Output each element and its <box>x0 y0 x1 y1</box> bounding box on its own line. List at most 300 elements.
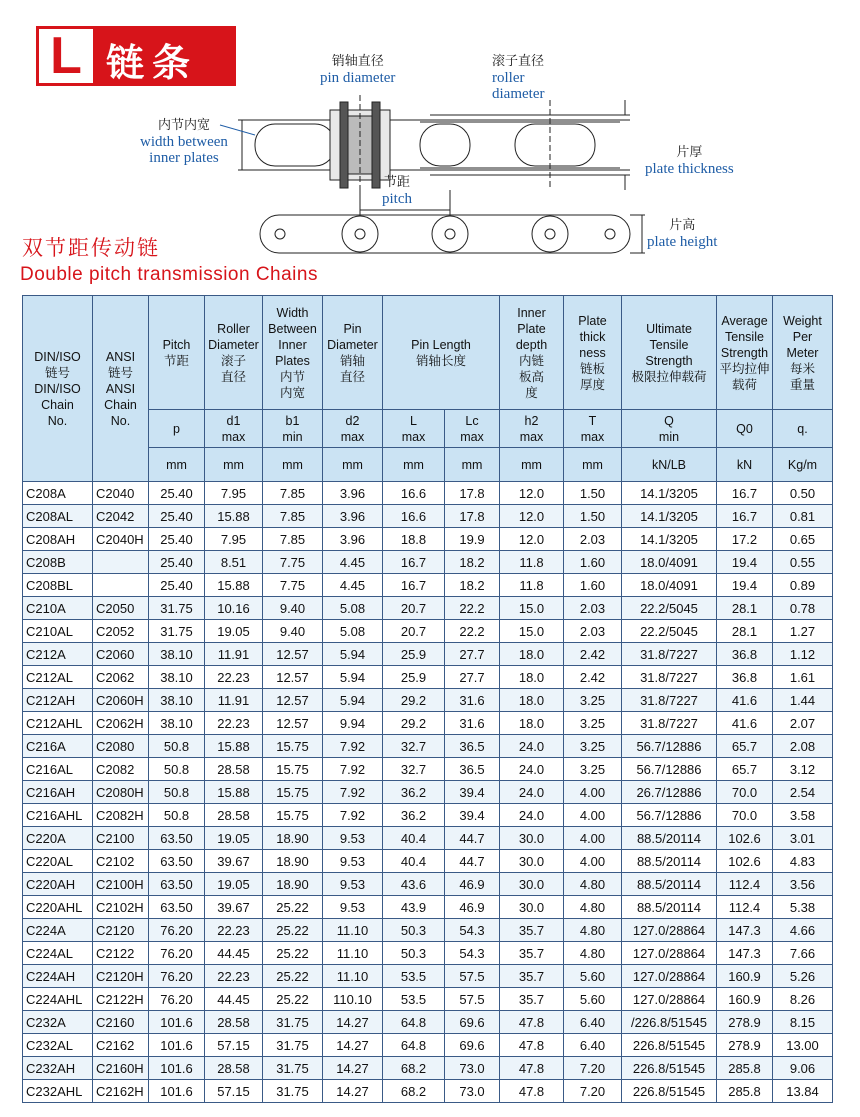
table-cell: 25.40 <box>149 482 205 505</box>
table-cell: 43.9 <box>383 896 445 919</box>
table-cell: 17.8 <box>445 482 500 505</box>
table-cell: 7.85 <box>263 505 323 528</box>
table-cell: 17.2 <box>717 528 773 551</box>
header-symbol: L max <box>383 410 445 448</box>
width-between-label: 内节内宽 width between inner plates <box>140 118 228 166</box>
table-cell: 44.45 <box>205 988 263 1011</box>
table-cell: 24.0 <box>500 735 564 758</box>
table-cell: 40.4 <box>383 850 445 873</box>
header-pin-length: Pin Length 销轴长度 <box>383 296 500 410</box>
table-cell: 38.10 <box>149 643 205 666</box>
table-cell: 20.7 <box>383 597 445 620</box>
table-cell: C216AH <box>23 781 93 804</box>
table-cell: 0.50 <box>773 482 833 505</box>
table-cell: 25.22 <box>263 919 323 942</box>
table-cell: 22.23 <box>205 965 263 988</box>
chain-diagram <box>130 40 770 270</box>
table-cell: 18.90 <box>263 850 323 873</box>
header-ansi: ANSI 链号 ANSI Chain No. <box>93 296 149 482</box>
table-cell: 102.6 <box>717 850 773 873</box>
table-cell: C2100H <box>93 873 149 896</box>
table-cell: 63.50 <box>149 873 205 896</box>
table-cell: 31.8/7227 <box>622 666 717 689</box>
table-cell: 38.10 <box>149 666 205 689</box>
table-cell: 22.23 <box>205 919 263 942</box>
table-cell: 11.91 <box>205 643 263 666</box>
table-cell: 11.8 <box>500 574 564 597</box>
table-cell: 18.90 <box>263 873 323 896</box>
table-row <box>23 1034 833 1057</box>
header-unit: mm <box>205 448 263 482</box>
table-cell: C224AL <box>23 942 93 965</box>
table-cell: 17.8 <box>445 505 500 528</box>
table-cell: 57.5 <box>445 965 500 988</box>
table-cell: 14.1/3205 <box>622 482 717 505</box>
table-cell: 10.16 <box>205 597 263 620</box>
table-cell: 101.6 <box>149 1034 205 1057</box>
table-cell: 0.55 <box>773 551 833 574</box>
table-cell: 4.83 <box>773 850 833 873</box>
table-cell: 56.7/12886 <box>622 758 717 781</box>
table-cell: 3.96 <box>323 482 383 505</box>
table-cell: 19.05 <box>205 827 263 850</box>
table-cell: 76.20 <box>149 942 205 965</box>
table-cell: 278.9 <box>717 1034 773 1057</box>
table-cell: 32.7 <box>383 735 445 758</box>
table-cell: 5.94 <box>323 643 383 666</box>
table-cell: 14.27 <box>323 1080 383 1103</box>
table-cell: 13.84 <box>773 1080 833 1103</box>
table-cell: 7.20 <box>564 1057 622 1080</box>
header-symbol: Q0 <box>717 410 773 448</box>
table-cell: 3.58 <box>773 804 833 827</box>
table-cell: 31.75 <box>263 1011 323 1034</box>
table-cell: 2.03 <box>564 528 622 551</box>
table-cell: 3.01 <box>773 827 833 850</box>
table-cell: 9.53 <box>323 896 383 919</box>
logo-title: 链条 <box>106 41 199 85</box>
table-cell: 22.2 <box>445 620 500 643</box>
table-cell: 14.1/3205 <box>622 528 717 551</box>
table-cell: C208A <box>23 482 93 505</box>
table-cell: 1.50 <box>564 482 622 505</box>
table-cell: 15.88 <box>205 735 263 758</box>
table-cell: 39.4 <box>445 781 500 804</box>
table-row <box>23 804 833 827</box>
table-cell: C216A <box>23 735 93 758</box>
table-cell: C216AHL <box>23 804 93 827</box>
table-cell: 13.00 <box>773 1034 833 1057</box>
table-cell: 9.06 <box>773 1057 833 1080</box>
table-cell: 36.8 <box>717 666 773 689</box>
table-cell: 24.0 <box>500 804 564 827</box>
table-cell: C2062 <box>93 666 149 689</box>
table-cell: C2122 <box>93 942 149 965</box>
table-cell: 4.00 <box>564 850 622 873</box>
table-cell: 4.45 <box>323 574 383 597</box>
table-cell: 47.8 <box>500 1057 564 1080</box>
table-cell: 160.9 <box>717 965 773 988</box>
header-symbol: Lc max <box>445 410 500 448</box>
table-cell: 22.23 <box>205 666 263 689</box>
table-cell: 5.94 <box>323 689 383 712</box>
table-cell: 15.75 <box>263 781 323 804</box>
table-cell: C2050 <box>93 597 149 620</box>
table-cell: 14.27 <box>323 1057 383 1080</box>
table-cell: 5.26 <box>773 965 833 988</box>
table-cell: 29.2 <box>383 689 445 712</box>
table-cell: 7.75 <box>263 551 323 574</box>
spec-table <box>22 295 833 1103</box>
table-cell: 41.6 <box>717 689 773 712</box>
header-weight: Weight Per Meter 每米 重量 <box>773 296 833 410</box>
table-cell: 0.81 <box>773 505 833 528</box>
table-cell: 31.8/7227 <box>622 712 717 735</box>
table-cell: C208AH <box>23 528 93 551</box>
table-cell: C2052 <box>93 620 149 643</box>
table-cell: 31.75 <box>149 597 205 620</box>
table-cell: 31.75 <box>263 1057 323 1080</box>
table-cell: 36.2 <box>383 781 445 804</box>
table-cell: 7.92 <box>323 781 383 804</box>
table-cell: 53.5 <box>383 965 445 988</box>
table-cell: 112.4 <box>717 896 773 919</box>
table-cell: 1.27 <box>773 620 833 643</box>
table-cell: 278.9 <box>717 1011 773 1034</box>
table-cell: 12.57 <box>263 666 323 689</box>
table-cell: 57.15 <box>205 1034 263 1057</box>
table-row <box>23 574 833 597</box>
table-cell: 20.7 <box>383 620 445 643</box>
table-cell: 127.0/28864 <box>622 965 717 988</box>
table-cell: 53.5 <box>383 988 445 1011</box>
header-symbol: b1 min <box>263 410 323 448</box>
table-cell: 19.9 <box>445 528 500 551</box>
table-cell: 15.75 <box>263 735 323 758</box>
table-cell: 50.8 <box>149 804 205 827</box>
table-cell: 5.08 <box>323 620 383 643</box>
table-cell: C2040 <box>93 482 149 505</box>
table-cell: 36.5 <box>445 758 500 781</box>
table-cell: C2160H <box>93 1057 149 1080</box>
table-cell: 15.88 <box>205 781 263 804</box>
table-cell: 57.15 <box>205 1080 263 1103</box>
header-unit: mm <box>383 448 445 482</box>
table-cell: 4.80 <box>564 919 622 942</box>
table-row <box>23 873 833 896</box>
table-cell: 160.9 <box>717 988 773 1011</box>
table-cell: 41.6 <box>717 712 773 735</box>
table-cell: 2.08 <box>773 735 833 758</box>
table-cell: 70.0 <box>717 781 773 804</box>
table-cell: 8.26 <box>773 988 833 1011</box>
table-cell: 64.8 <box>383 1011 445 1034</box>
table-cell: C2120 <box>93 919 149 942</box>
table-cell: 65.7 <box>717 735 773 758</box>
table-cell: 9.40 <box>263 597 323 620</box>
table-row <box>23 482 833 505</box>
table-cell: 15.75 <box>263 804 323 827</box>
table-cell: C216AL <box>23 758 93 781</box>
table-cell: 226.8/51545 <box>622 1057 717 1080</box>
table-cell: 28.58 <box>205 804 263 827</box>
table-row <box>23 597 833 620</box>
header-unit: kN <box>717 448 773 482</box>
table-cell: 3.25 <box>564 758 622 781</box>
header-pin: Pin Diameter 销轴 直径 <box>323 296 383 410</box>
table-cell: 16.6 <box>383 505 445 528</box>
table-cell: 25.40 <box>149 574 205 597</box>
table-cell: 112.4 <box>717 873 773 896</box>
table-cell: C232AL <box>23 1034 93 1057</box>
table-cell: C2102H <box>93 896 149 919</box>
table-cell: 35.7 <box>500 919 564 942</box>
table-cell: C232A <box>23 1011 93 1034</box>
table-cell: 32.7 <box>383 758 445 781</box>
table-cell: 25.40 <box>149 551 205 574</box>
table-cell: 0.78 <box>773 597 833 620</box>
table-cell: 18.2 <box>445 574 500 597</box>
table-cell: C2082H <box>93 804 149 827</box>
table-cell: 47.8 <box>500 1034 564 1057</box>
table-cell: 18.2 <box>445 551 500 574</box>
table-cell: 25.22 <box>263 942 323 965</box>
table-row <box>23 988 833 1011</box>
table-cell: 3.25 <box>564 712 622 735</box>
header-pitch: Pitch 节距 <box>149 296 205 410</box>
table-cell: 44.45 <box>205 942 263 965</box>
table-cell: 147.3 <box>717 942 773 965</box>
table-cell: 285.8 <box>717 1057 773 1080</box>
table-cell: 285.8 <box>717 1080 773 1103</box>
table-row <box>23 620 833 643</box>
table-cell: 127.0/28864 <box>622 919 717 942</box>
table-cell: 47.8 <box>500 1011 564 1034</box>
table-cell: 11.10 <box>323 919 383 942</box>
table-cell: 19.4 <box>717 551 773 574</box>
table-cell: 18.0 <box>500 689 564 712</box>
table-row <box>23 827 833 850</box>
table-cell: C2060H <box>93 689 149 712</box>
table-cell: 30.0 <box>500 827 564 850</box>
table-cell: 7.75 <box>263 574 323 597</box>
table-cell: 19.05 <box>205 873 263 896</box>
plate-thickness-label: 片厚 plate thickness <box>645 145 734 177</box>
table-cell: C224AHL <box>23 988 93 1011</box>
table-cell: C2120H <box>93 965 149 988</box>
table-cell: 44.7 <box>445 850 500 873</box>
table-cell: 50.8 <box>149 758 205 781</box>
roller-diameter-label: 滚子直径 roller diameter <box>492 54 545 102</box>
table-cell: 11.10 <box>323 942 383 965</box>
table-cell: 50.8 <box>149 735 205 758</box>
table-cell: 36.8 <box>717 643 773 666</box>
header-unit: mm <box>500 448 564 482</box>
table-cell: 3.96 <box>323 505 383 528</box>
table-cell: 73.0 <box>445 1080 500 1103</box>
table-cell: C2160 <box>93 1011 149 1034</box>
table-cell: 4.80 <box>564 873 622 896</box>
header-unit: mm <box>564 448 622 482</box>
table-cell: 24.0 <box>500 758 564 781</box>
table-cell: 4.00 <box>564 827 622 850</box>
table-cell: 1.60 <box>564 574 622 597</box>
table-cell: 101.6 <box>149 1011 205 1034</box>
table-cell: C212AL <box>23 666 93 689</box>
table-cell: 12.0 <box>500 505 564 528</box>
table-cell: 40.4 <box>383 827 445 850</box>
table-cell: 50.3 <box>383 919 445 942</box>
table-cell: 127.0/28864 <box>622 988 717 1011</box>
table-cell: 127.0/28864 <box>622 942 717 965</box>
table-cell: 76.20 <box>149 919 205 942</box>
table-cell: 30.0 <box>500 850 564 873</box>
table-row <box>23 505 833 528</box>
plate-height-label: 片高 plate height <box>647 218 718 250</box>
table-cell: 101.6 <box>149 1080 205 1103</box>
table-cell: 54.3 <box>445 919 500 942</box>
table-cell: 63.50 <box>149 850 205 873</box>
table-cell: 2.42 <box>564 666 622 689</box>
table-cell: 5.60 <box>564 965 622 988</box>
header-unit: mm <box>263 448 323 482</box>
table-cell: 38.10 <box>149 689 205 712</box>
table-cell: 3.12 <box>773 758 833 781</box>
table-cell: 15.88 <box>205 505 263 528</box>
table-cell: 68.2 <box>383 1080 445 1103</box>
table-cell: C2082 <box>93 758 149 781</box>
table-cell: 3.56 <box>773 873 833 896</box>
table-cell: 5.38 <box>773 896 833 919</box>
table-cell: C232AHL <box>23 1080 93 1103</box>
table-cell: 4.00 <box>564 781 622 804</box>
table-cell: 1.60 <box>564 551 622 574</box>
table-cell: C224A <box>23 919 93 942</box>
table-cell: 4.80 <box>564 896 622 919</box>
pitch-label: 节距 pitch <box>382 175 412 207</box>
table-cell: 18.0/4091 <box>622 574 717 597</box>
table-cell: C224AH <box>23 965 93 988</box>
table-cell: 0.89 <box>773 574 833 597</box>
table-cell: 12.0 <box>500 482 564 505</box>
table-cell: 31.6 <box>445 689 500 712</box>
table-cell: 54.3 <box>445 942 500 965</box>
table-cell: 25.22 <box>263 896 323 919</box>
table-cell: 22.2/5045 <box>622 597 717 620</box>
table-cell: 56.7/12886 <box>622 804 717 827</box>
table-cell: 9.40 <box>263 620 323 643</box>
table-row <box>23 850 833 873</box>
table-cell: 56.7/12886 <box>622 735 717 758</box>
table-cell: C2080H <box>93 781 149 804</box>
table-cell: 28.58 <box>205 1011 263 1034</box>
table-cell: 9.53 <box>323 827 383 850</box>
header-symbol: h2 max <box>500 410 564 448</box>
header-symbol: q. <box>773 410 833 448</box>
table-cell: 7.85 <box>263 528 323 551</box>
table-cell: C212A <box>23 643 93 666</box>
table-cell: C208B <box>23 551 93 574</box>
table-row <box>23 666 833 689</box>
table-cell: 147.3 <box>717 919 773 942</box>
table-cell: 8.15 <box>773 1011 833 1034</box>
table-cell: C220AH <box>23 873 93 896</box>
table-cell: 25.9 <box>383 666 445 689</box>
table-cell: 102.6 <box>717 827 773 850</box>
table-cell: 3.96 <box>323 528 383 551</box>
header-ultimate: Ultimate Tensile Strength 极限拉伸载荷 <box>622 296 717 410</box>
table-cell: 46.9 <box>445 873 500 896</box>
table-cell: 39.4 <box>445 804 500 827</box>
table-cell: C2062H <box>93 712 149 735</box>
table-cell: 16.7 <box>717 482 773 505</box>
table-row <box>23 643 833 666</box>
table-row <box>23 781 833 804</box>
table-cell: 2.54 <box>773 781 833 804</box>
table-cell: 6.40 <box>564 1034 622 1057</box>
table-cell: C2040H <box>93 528 149 551</box>
table-cell: 2.03 <box>564 620 622 643</box>
table-cell: 14.27 <box>323 1034 383 1057</box>
table-cell: 39.67 <box>205 850 263 873</box>
table-cell: 57.5 <box>445 988 500 1011</box>
table-cell: C2122H <box>93 988 149 1011</box>
table-cell: 25.22 <box>263 965 323 988</box>
header-unit: Kg/m <box>773 448 833 482</box>
table-cell: 88.5/20114 <box>622 873 717 896</box>
table-row <box>23 1011 833 1034</box>
header-symbol: Q min <box>622 410 717 448</box>
table-row <box>23 1080 833 1103</box>
table-cell: 27.7 <box>445 643 500 666</box>
header-unit: mm <box>323 448 383 482</box>
table-cell: 31.75 <box>149 620 205 643</box>
table-cell: 9.53 <box>323 873 383 896</box>
table-cell: 31.75 <box>263 1080 323 1103</box>
table-cell: 30.0 <box>500 873 564 896</box>
section-title-cn: 双节距传动链 <box>22 236 160 260</box>
table-cell: 12.57 <box>263 643 323 666</box>
table-cell: C2162 <box>93 1034 149 1057</box>
table-cell: C208BL <box>23 574 93 597</box>
table-cell: 1.44 <box>773 689 833 712</box>
table-cell: 25.40 <box>149 505 205 528</box>
table-cell: 9.94 <box>323 712 383 735</box>
table-cell: C220A <box>23 827 93 850</box>
table-cell: 1.50 <box>564 505 622 528</box>
table-cell: 7.92 <box>323 804 383 827</box>
table-cell: 7.20 <box>564 1080 622 1103</box>
table-row <box>23 758 833 781</box>
table-cell: 14.1/3205 <box>622 505 717 528</box>
table-cell: 31.8/7227 <box>622 689 717 712</box>
table-cell: 35.7 <box>500 965 564 988</box>
table-cell: 9.53 <box>323 850 383 873</box>
table-cell: 7.85 <box>263 482 323 505</box>
table-cell: 15.75 <box>263 758 323 781</box>
table-cell: 226.8/51545 <box>622 1080 717 1103</box>
table-cell: 226.8/51545 <box>622 1034 717 1057</box>
table-cell: C212AHL <box>23 712 93 735</box>
header-symbol: d1 max <box>205 410 263 448</box>
table-cell: 18.0 <box>500 666 564 689</box>
header-symbol: p <box>149 410 205 448</box>
table-cell: 0.65 <box>773 528 833 551</box>
table-cell: 63.50 <box>149 896 205 919</box>
table-cell: 15.0 <box>500 597 564 620</box>
table-cell: C2100 <box>93 827 149 850</box>
table-cell <box>93 551 149 574</box>
